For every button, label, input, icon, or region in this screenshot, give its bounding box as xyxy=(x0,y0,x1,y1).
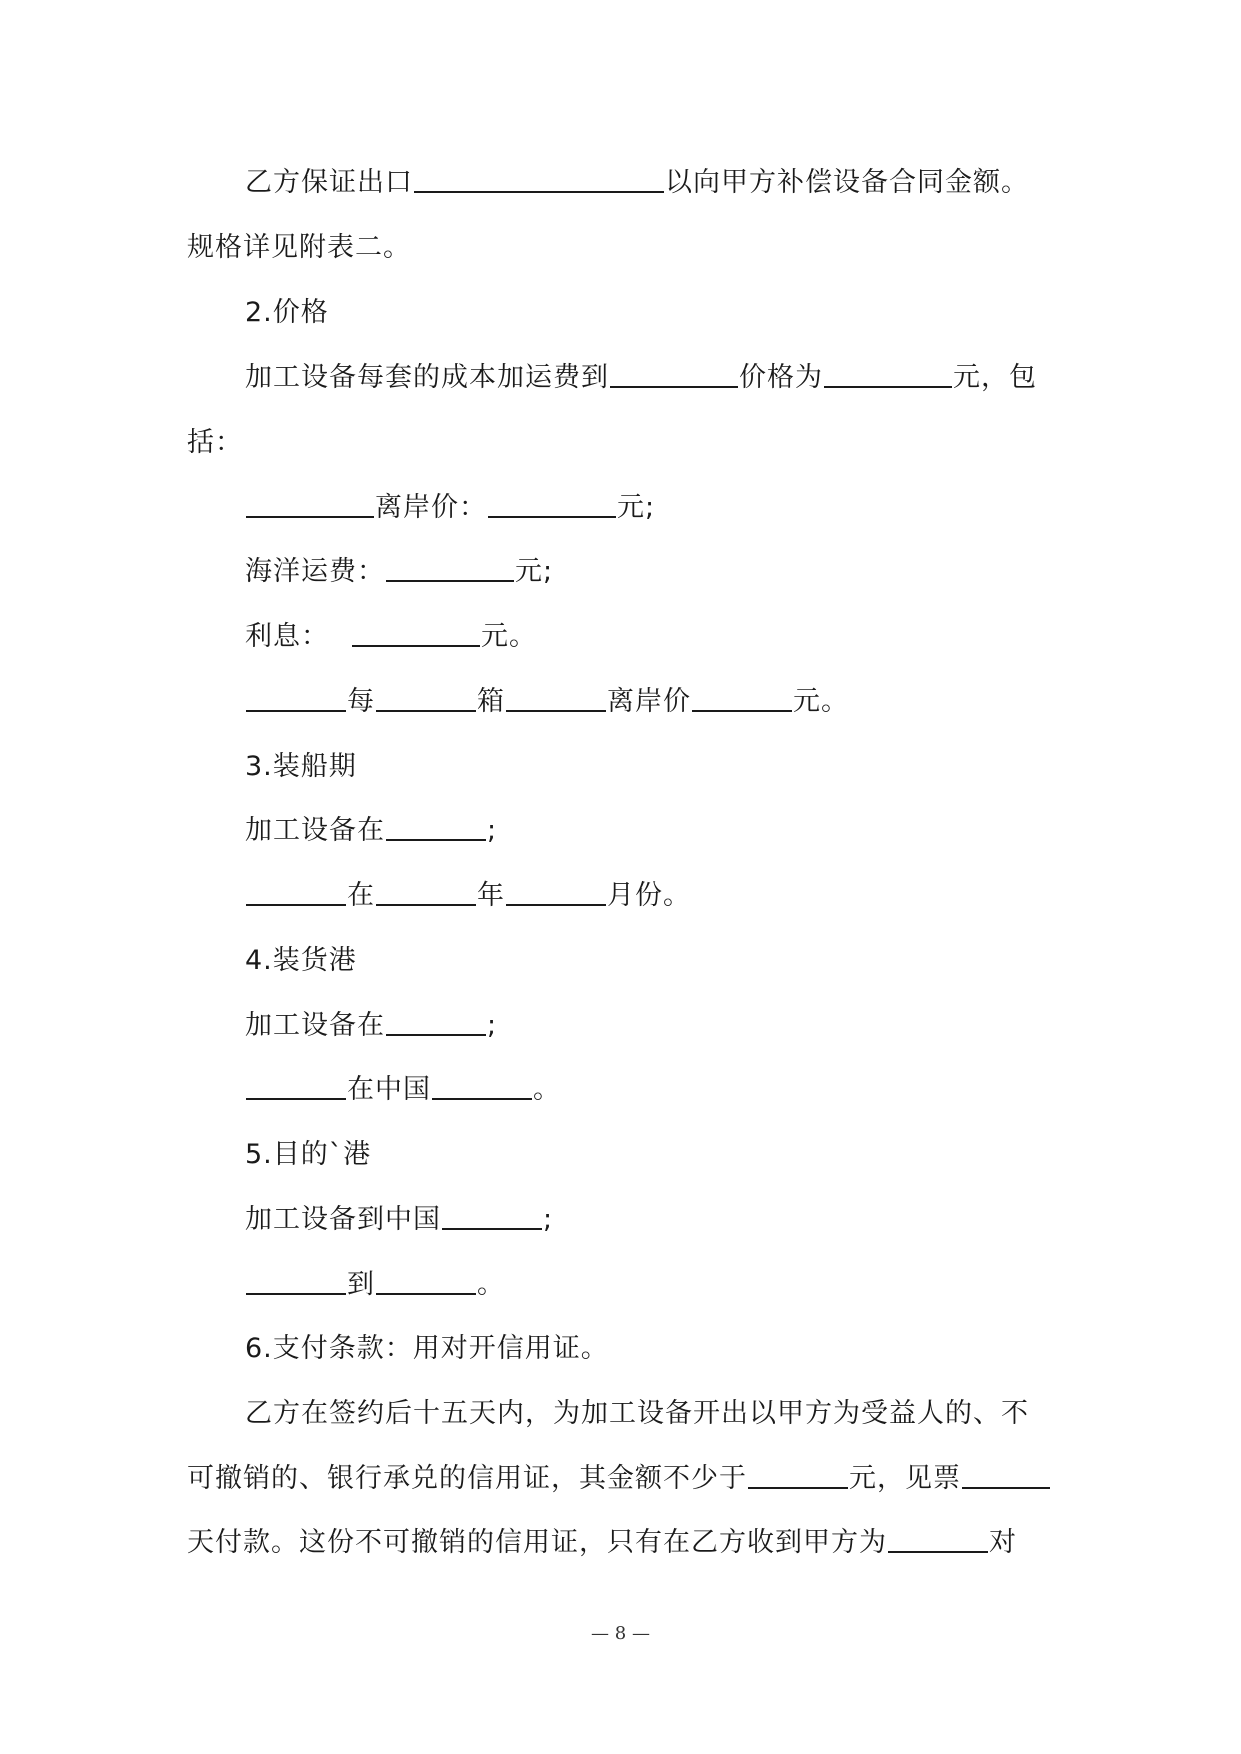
text: 6.支付条款：用对开信用证。 xyxy=(245,1333,609,1364)
text: 2.价格 xyxy=(245,297,329,328)
blank-field[interactable] xyxy=(386,811,486,841)
text: 海洋运费： xyxy=(245,556,385,587)
blank-field[interactable] xyxy=(246,682,346,712)
paragraph-payment-1 xyxy=(245,1394,1029,1434)
blank-field[interactable] xyxy=(414,163,664,193)
text: 加工设备在 xyxy=(245,1010,385,1041)
text: 可撤销的、银行承兑的信用证，其金额不少于 xyxy=(187,1463,747,1494)
blank-field[interactable] xyxy=(442,1200,542,1230)
text: 价格为 xyxy=(739,362,823,393)
paragraph-price xyxy=(245,358,1037,398)
text: 在中国 xyxy=(347,1074,431,1105)
section-heading-payment xyxy=(245,1329,609,1369)
blank-field[interactable] xyxy=(246,488,374,518)
text: 乙方在签约后十五天内，为加工设备开出以甲方为受益人的、不 xyxy=(245,1398,1029,1429)
text: 括： xyxy=(187,427,243,458)
blank-field[interactable] xyxy=(246,1070,346,1100)
text: ; xyxy=(543,1204,554,1235)
line-destination-1 xyxy=(245,1200,553,1240)
line-destination-2 xyxy=(245,1265,505,1305)
section-heading-shipment xyxy=(245,747,357,787)
text: 元，包 xyxy=(953,362,1037,393)
line-shipment-2 xyxy=(245,876,691,916)
paragraph-continuation xyxy=(187,228,411,268)
line-freight xyxy=(245,552,553,592)
text: 离岸价： xyxy=(375,492,487,523)
blank-field[interactable] xyxy=(488,488,616,518)
blank-field[interactable] xyxy=(962,1459,1050,1489)
blank-field[interactable] xyxy=(376,1265,476,1295)
line-loading-1 xyxy=(245,1006,497,1046)
text: 加工设备每套的成本加运费到 xyxy=(245,362,609,393)
text: 离岸价 xyxy=(607,686,691,717)
text: 规格详见附表二。 xyxy=(187,232,411,263)
blank-field[interactable] xyxy=(376,876,476,906)
text: 利息： xyxy=(245,621,329,652)
page-number: — 8 — xyxy=(591,1623,650,1644)
text: 对 xyxy=(989,1527,1017,1558)
text: 4.装货港 xyxy=(245,945,357,976)
text: 加工设备在 xyxy=(245,815,385,846)
blank-field[interactable] xyxy=(352,617,480,647)
line-interest xyxy=(245,617,537,657)
text: 以向甲方补偿设备合同金额。 xyxy=(665,167,1029,198)
text: 元; xyxy=(617,492,656,523)
text: 元。 xyxy=(481,621,537,652)
paragraph-continuation xyxy=(187,423,243,463)
text: 箱 xyxy=(477,686,505,717)
text: 3.装船期 xyxy=(245,751,357,782)
paragraph-payment-2 xyxy=(187,1459,1051,1499)
paragraph-export-guarantee xyxy=(245,163,1029,203)
blank-field[interactable] xyxy=(610,358,738,388)
line-fob xyxy=(245,488,655,528)
text: 加工设备到中国 xyxy=(245,1204,441,1235)
text: 年 xyxy=(477,880,505,911)
text: 乙方保证出口 xyxy=(245,167,413,198)
blank-field[interactable] xyxy=(692,682,792,712)
text: 月份。 xyxy=(607,880,691,911)
text: 。 xyxy=(477,1269,505,1300)
text: 到 xyxy=(347,1269,375,1300)
line-loading-2 xyxy=(245,1070,561,1110)
blank-field[interactable] xyxy=(506,876,606,906)
text: ; xyxy=(487,1010,498,1041)
text: 5.目的`港 xyxy=(245,1139,372,1170)
text: 在 xyxy=(347,880,375,911)
paragraph-payment-3 xyxy=(187,1523,1017,1563)
blank-field[interactable] xyxy=(432,1070,532,1100)
section-heading-destination xyxy=(245,1135,371,1175)
blank-field[interactable] xyxy=(376,682,476,712)
blank-field[interactable] xyxy=(888,1523,988,1553)
text: 元。 xyxy=(793,686,849,717)
blank-field[interactable] xyxy=(386,1006,486,1036)
section-heading-price xyxy=(245,293,329,333)
blank-field[interactable] xyxy=(506,682,606,712)
blank-field[interactable] xyxy=(748,1459,848,1489)
text: 。 xyxy=(533,1074,561,1105)
line-per-box xyxy=(245,682,849,722)
blank-field[interactable] xyxy=(246,1265,346,1295)
text: ; xyxy=(487,815,498,846)
text: 元; xyxy=(515,556,554,587)
blank-field[interactable] xyxy=(246,876,346,906)
line-shipment-1 xyxy=(245,811,497,851)
blank-field[interactable] xyxy=(824,358,952,388)
section-heading-loading-port xyxy=(245,941,357,981)
text: 每 xyxy=(347,686,375,717)
text: 天付款。这份不可撤销的信用证，只有在乙方收到甲方为 xyxy=(187,1527,887,1558)
text: 元，见票 xyxy=(849,1463,961,1494)
blank-field[interactable] xyxy=(386,552,514,582)
